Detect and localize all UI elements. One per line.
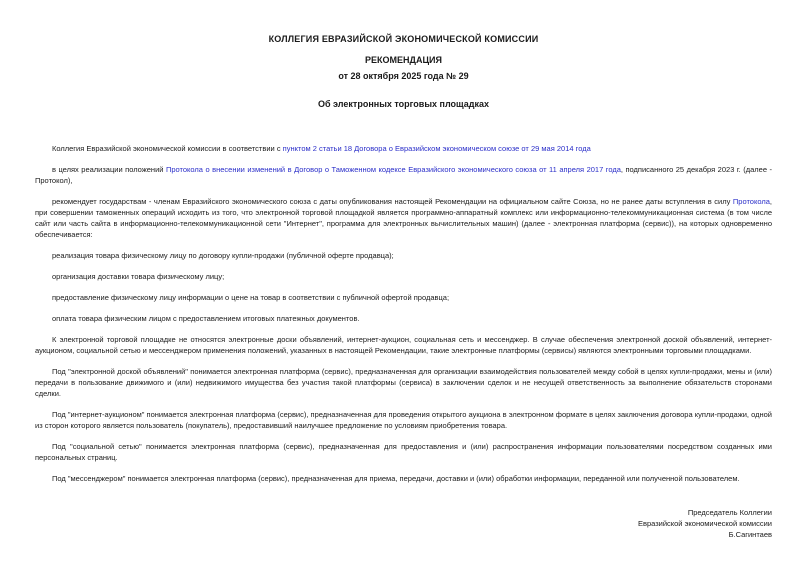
paragraph-text: К электронной торговой площадке не относятся электронные доски объявлений, интернет-аукцион, социальная сеть и мессенджер. В случае обеспечения электронной доской объявлений, интернет-аукционом, социальной сетью и мессенджером применения положений, указанных в настоящей Рекомендации, такие электронные платформы (сервисы) являются электронными торговыми площадками. [35, 335, 772, 355]
paragraph [35, 196, 772, 240]
signature-organization: Евразийской экономической комиссии [637, 519, 772, 528]
signature-position: Председатель Коллегии [687, 508, 772, 517]
paragraph-text: в целях реализации положений [52, 165, 166, 174]
paragraph-text: Под "электронной доской объявлений" понимается электронная платформа (сервис), предназначенная для организации взаимодействия пользователей между собой в целях купли-продажи, мены и (или) передачи в пользование движимого и (или) недвижимого имущества без участия такой платформы (сервиса) в заключении сделок и не несущей ответственность за выполнение обязательств сторонами сделки. [35, 367, 772, 398]
paragraph [35, 143, 772, 154]
paragraph [35, 366, 772, 399]
document-type: РЕКОМЕНДАЦИЯ [365, 55, 442, 65]
list-item [35, 292, 772, 303]
paragraph-text: Коллегия Евразийской экономической комиссии в соответствии с [52, 144, 283, 153]
paragraph-text: оплата товара физическим лицом с предоставлением итоговых платежных документов. [52, 314, 360, 323]
paragraph [35, 441, 772, 463]
paragraph-text: рекомендует государствам - членам Евразийского экономического союза с даты опубликования настоящей Рекомендации на официальном сайте Союза, но не ранее даты вступления в силу [52, 197, 733, 206]
document-link[interactable]: Протокола о внесении изменений в Договор о Таможенном кодексе Евразийского экономического союза от 11 апреля 2017 года [165, 165, 621, 174]
paragraph [35, 409, 772, 431]
paragraph-text: , при совершении таможенных операций исходить из того, что электронной торговой площадкой является программно-аппаратный комплекс или информационно-телекоммуникационная система (в том числе сайт или часть сайта в информационно-телекоммуникационной сети "Интернет", программа для электронных вычислительных машин) (далее - электронная платформа (сервис)), на которых одновременно обеспечивается: [35, 197, 772, 239]
paragraph [35, 473, 772, 484]
paragraph-text: Под "мессенджером" понимается электронная платформа (сервис), предназначенная для приема, передачи, доставки и (или) обработки информации, переданной или полученной пользователем. [52, 474, 740, 483]
paragraph-text: , подписанного 25 декабря 2023 г. (далее - Протокол), [35, 165, 772, 185]
list-item [35, 271, 772, 282]
document-body [35, 143, 772, 484]
paragraph [35, 164, 772, 186]
paragraph-text: Под "социальной сетью" понимается электронная платформа (сервис), предназначенная для предоставления и (или) распространения информации пользователями посредством созданных ими персональных страниц. [35, 442, 772, 462]
list-item [35, 250, 772, 261]
list-item [35, 313, 772, 324]
paragraph-text: организация доставки товара физическому лицу; [52, 272, 225, 281]
issuing-authority: КОЛЛЕГИЯ ЕВРАЗИЙСКОЙ ЭКОНОМИЧЕСКОЙ КОМИССИИ [268, 34, 539, 44]
document-header [35, 34, 772, 110]
signature-name: Б.Сагинтаев [728, 530, 772, 539]
document-link[interactable]: Протокола [732, 197, 770, 206]
paragraph [35, 334, 772, 356]
signature-block [35, 507, 772, 540]
paragraph-text: реализация товара физическому лицу по договору купли-продажи (публичной оферте продавца); [52, 251, 394, 260]
paragraph-text: предоставление физическому лицу информации о цене на товар в соответствии с публичной офертой продавца; [52, 293, 450, 302]
document-link[interactable]: пунктом 2 статьи 18 Договора о Евразийском экономическом союзе от 29 мая 2014 года [282, 144, 591, 153]
document-title: Об электронных торговых площадках [318, 99, 489, 109]
document-date-number: от 28 октября 2025 года № 29 [338, 71, 469, 81]
paragraph-text: Под "интернет-аукционом" понимается электронная платформа (сервис), предназначенная для проведения открытого аукциона в электронном формате в целях заключения договора купли-продажи, одной из сторон которого является пользователь (покупатель), предоставивший наилучшее предложение по условиям приобретения товара. [35, 410, 772, 430]
